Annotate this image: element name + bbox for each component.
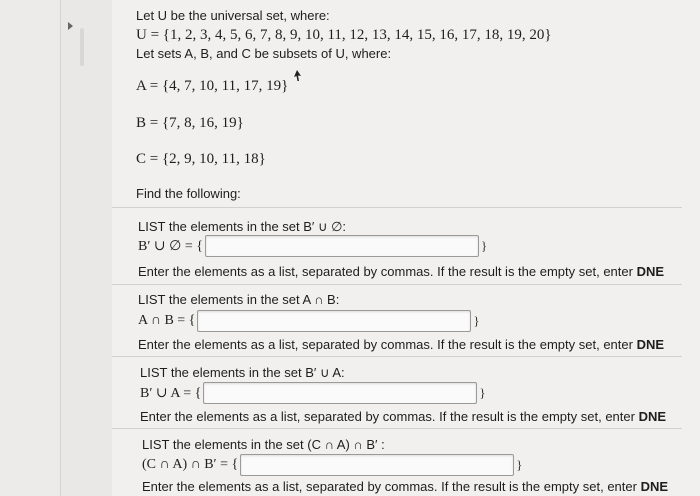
left-sidebar [0, 0, 61, 496]
question-2-answer-row [138, 310, 480, 332]
question-1-dne: DNE [636, 264, 665, 279]
question-4-hint-text: Enter the elements as a list, separated by commas. If the result is the empty set, enter [142, 479, 637, 494]
question-3-answer-input[interactable] [203, 382, 477, 404]
question-4-dne: DNE [640, 479, 669, 494]
question-2-answer-input[interactable] [197, 310, 471, 332]
question-3-answer-row [140, 382, 486, 404]
question-4-lhs: (C ∩ A) ∩ B′ = { [142, 457, 239, 472]
question-3-hint-text: Enter the elements as a list, separated by commas. If the result is the empty set, enter [140, 409, 635, 424]
universal-set: U = {1, 2, 3, 4, 5, 6, 7, 8, 9, 10, 11, 12, 13, 14, 15, 16, 17, 18, 19, 20} [136, 27, 552, 43]
question-1-hint-text: Enter the elements as a list, separated by commas. If the result is the empty set, enter [138, 264, 633, 279]
divider [112, 284, 682, 285]
expand-arrow-icon[interactable] [68, 22, 73, 30]
find-label: Find the following: [136, 186, 241, 201]
scroll-handle[interactable] [80, 28, 84, 66]
question-1-hint [138, 264, 664, 279]
question-2-prompt: LIST the elements in the set A ∩ B: [138, 292, 340, 307]
divider [112, 207, 682, 208]
question-3-lhs: B′ ∪ A = { [140, 385, 202, 401]
question-1-rbrace: } [480, 238, 488, 253]
set-b: B = {7, 8, 16, 19} [136, 115, 244, 131]
question-2-hint [138, 337, 664, 352]
question-2-lhs: A ∩ B = { [138, 313, 196, 328]
question-3-dne: DNE [638, 409, 667, 424]
intro-line-3: Let sets A, B, and C be subsets of U, where: [136, 46, 392, 61]
mouse-cursor-icon [293, 70, 303, 82]
question-4-hint [142, 479, 668, 494]
question-4-rbrace: } [516, 457, 523, 472]
set-c: C = {2, 9, 10, 11, 18} [136, 151, 266, 167]
question-4-answer-row [142, 454, 523, 476]
intro-line-1: Let U be the universal set, where: [136, 8, 330, 23]
divider [112, 356, 682, 357]
question-1-prompt: LIST the elements in the set B′ ∪ ∅: [138, 219, 347, 234]
question-4-prompt: LIST the elements in the set (C ∩ A) ∩ B′ : [142, 437, 385, 452]
question-1-lhs: B′ ∪ ∅ = { [138, 238, 203, 254]
question-3-hint [140, 409, 666, 424]
question-2-rbrace: } [473, 313, 480, 328]
question-3-rbrace: } [479, 385, 486, 400]
question-4-answer-input[interactable] [240, 454, 514, 476]
set-a: A = {4, 7, 10, 11, 17, 19} [136, 78, 289, 94]
question-2-hint-text: Enter the elements as a list, separated by commas. If the result is the empty set, enter [138, 337, 633, 352]
question-2-dne: DNE [636, 337, 665, 352]
question-1-answer-row [138, 235, 487, 257]
question-1-answer-input[interactable] [205, 235, 479, 257]
question-3-prompt: LIST the elements in the set B′ ∪ A: [140, 365, 345, 380]
divider [112, 428, 682, 429]
